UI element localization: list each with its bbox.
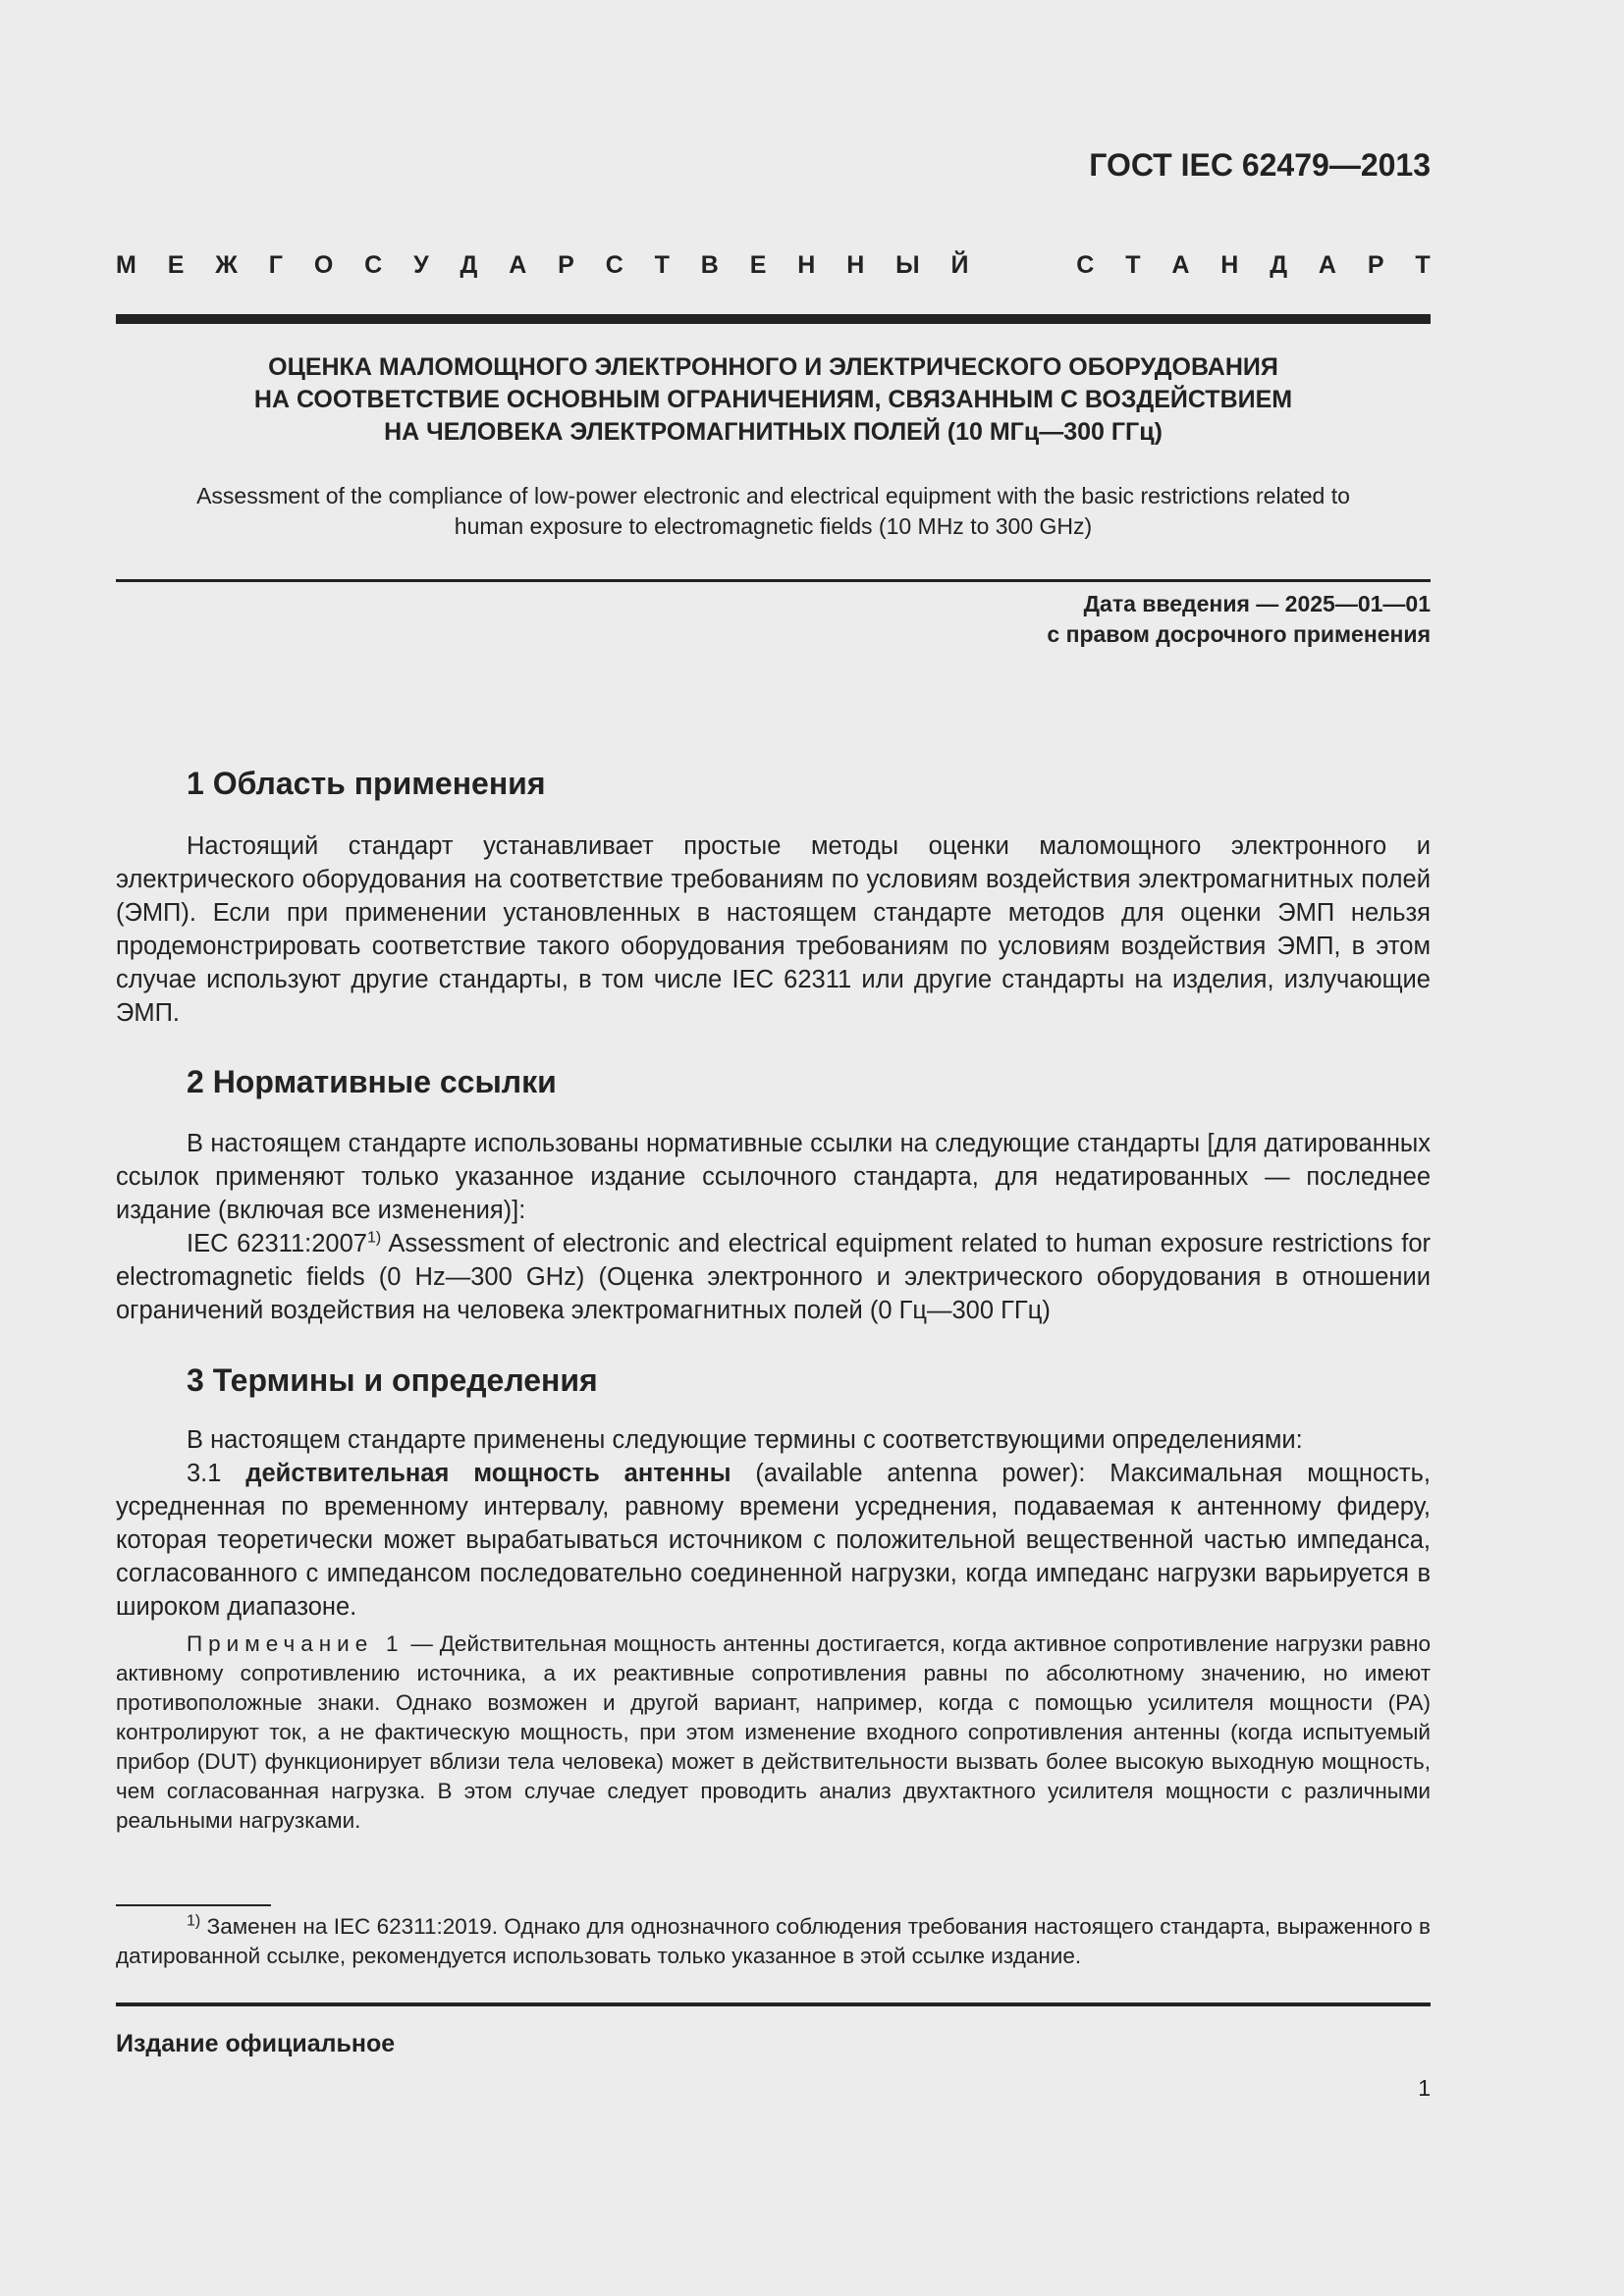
banner-letter: Д xyxy=(460,251,478,279)
page-number: 1 xyxy=(1418,2075,1431,2101)
document-code: ГОСТ IEC 62479—2013 xyxy=(1089,147,1431,183)
banner-letter: С xyxy=(605,251,623,279)
banner-letter: Д xyxy=(1270,251,1288,279)
section-2-text: В настоящем стандарте использованы нормативные ссылки на следующие стандарты [для датированных ссылок применяют только указанное издание ссылочного стандарта, для недатированных — последнее издание (включая все изменения)]: xyxy=(116,1130,1431,1224)
banner-letter: Н xyxy=(797,251,816,279)
banner-letter: А xyxy=(1318,251,1336,279)
banner-letter: Е xyxy=(167,251,185,279)
standard-type-banner xyxy=(116,251,1431,280)
date-block xyxy=(1047,589,1431,650)
banner-letter: Н xyxy=(846,251,865,279)
note-label: Примечание 1 xyxy=(187,1631,405,1656)
banner-letter: О xyxy=(313,251,334,279)
title-en-line: human exposure to electromagnetic fields (10 MHz to 300 GHz) xyxy=(454,513,1093,539)
banner-letter: В xyxy=(700,251,719,279)
term-number: 3.1 xyxy=(187,1460,246,1487)
footnote xyxy=(116,1912,1431,1971)
title-divider xyxy=(116,579,1431,582)
title-ru-line: ОЦЕНКА МАЛОМОЩНОГО ЭЛЕКТРОННОГО И ЭЛЕКТРИЧЕСКОГО ОБОРУДОВАНИЯ xyxy=(268,353,1278,381)
early-application: с правом досрочного применения xyxy=(1047,621,1431,647)
term-text: (available antenna power): Максимальная мощность, усредненная по временному интервалу, равному времени усреднения, подаваемая к антенному фидеру, которая теоретически может вырабатываться источником с положительной вещественной частью импеданса, согласованного с импедансом последовательно соединенной нагрузки, когда импеданс нагрузки варьируется в широком диапазоне. xyxy=(116,1460,1431,1621)
title-en-line: Assessment of the compliance of low-power electronic and electrical equipment with the basic restrictions related to xyxy=(196,483,1350,508)
reference-footnote-marker: 1) xyxy=(366,1229,382,1247)
section-3-intro: В настоящем стандарте применены следующие термины с соответствующими определениями: xyxy=(187,1426,1303,1454)
header-divider xyxy=(116,314,1431,324)
document-page xyxy=(116,0,1431,2296)
banner-letter: Г xyxy=(268,251,283,279)
banner-letter: М xyxy=(116,251,136,279)
title-english xyxy=(116,481,1431,542)
banner-letter: С xyxy=(1076,251,1095,279)
official-edition: Издание официальное xyxy=(116,2030,396,2057)
banner-letter: Р xyxy=(1367,251,1384,279)
footnote-divider xyxy=(116,1904,271,1906)
reference-code: IEC 62311:2007 xyxy=(187,1230,367,1257)
footnote-marker: 1) xyxy=(187,1912,201,1930)
title-russian xyxy=(116,351,1431,449)
note-text: — Действительная мощность антенны достигается, когда активное сопротивление нагрузки равно активному сопротивлению источника, а их реактивные сопротивления равны по абсолютному значению, но имеют противоположные знаки. Однако возможен и другой вариант, например, когда с помощью усилителя мощности (PA) контролируют ток, а не фактическую мощность, при этом изменение входного сопротивления антенны (когда испытуемый прибор (DUT) функционирует вблизи тела человека) может в действительности вызвать более высокую выходную мощность, чем согласованная нагрузка. В этом случае следует проводить анализ двухтактного усилителя мощности с различными реальными нагрузками. xyxy=(116,1631,1431,1833)
banner-letter: Н xyxy=(1220,251,1239,279)
banner-letter: Ж xyxy=(215,251,238,279)
normative-reference xyxy=(116,1227,1431,1327)
section-2-heading: 2 Нормативные ссылки xyxy=(187,1064,557,1099)
banner-letter: Й xyxy=(950,251,969,279)
section-3-heading: 3 Термины и определения xyxy=(187,1362,598,1398)
banner-letter: А xyxy=(509,251,527,279)
banner-letter: Р xyxy=(558,251,574,279)
title-ru-line: НА ЧЕЛОВЕКА ЭЛЕКТРОМАГНИТНЫХ ПОЛЕЙ (10 МГц—300 ГГц) xyxy=(384,418,1163,446)
intro-date: Дата введения — 2025—01—01 xyxy=(1083,591,1431,616)
title-ru-line: НА СООТВЕТСТВИЕ ОСНОВНЫМ ОГРАНИЧЕНИЯМ, СВЯЗАННЫМ С ВОЗДЕЙСТВИЕМ xyxy=(253,386,1293,413)
banner-letter: Т xyxy=(654,251,670,279)
term-name: действительная мощность антенны xyxy=(245,1460,731,1487)
note-1 xyxy=(116,1629,1431,1836)
banner-letter: Т xyxy=(1415,251,1431,279)
footnote-text: Заменен на IEC 62311:2019. Однако для однозначного соблюдения требования настоящего стандарта, выраженного в датированной ссылке, рекомендуется использовать только указанное в этой ссылке издание. xyxy=(116,1914,1431,1968)
banner-letter: С xyxy=(364,251,383,279)
section-1-text: Настоящий стандарт устанавливает простые методы оценки маломощного электронного и электрического оборудования на соответствие требованиям по условиям воздействия электромагнитных полей (ЭМП). Если при применении установленных в настоящем стандарте методов для оценки ЭМП нельзя продемонстрировать соответствие такого оборудования требованиям по условиям воздействия ЭМП, в этом случае используют другие стандарты, в том числе IEC 62311 или другие стандарты на изделия, излучающие ЭМП. xyxy=(116,832,1431,1027)
reference-title: Assessment of electronic and electrical equipment related to human exposure restrictions for electromagnetic fields (0 Hz—300 GHz) (Оценка электронного и электрического оборудования в отношении ограничений воздействия на человека электромагнитных полей (0 Гц—300 ГГц) xyxy=(116,1230,1431,1324)
banner-letter: Е xyxy=(749,251,767,279)
footer-divider xyxy=(116,2002,1431,2006)
banner-letter: Ы xyxy=(895,251,920,279)
section-1-heading: 1 Область применения xyxy=(187,766,546,801)
term-definition xyxy=(116,1457,1431,1624)
banner-letter: А xyxy=(1171,251,1190,279)
banner-letter: Т xyxy=(1125,251,1141,279)
banner-letter: У xyxy=(413,251,429,279)
